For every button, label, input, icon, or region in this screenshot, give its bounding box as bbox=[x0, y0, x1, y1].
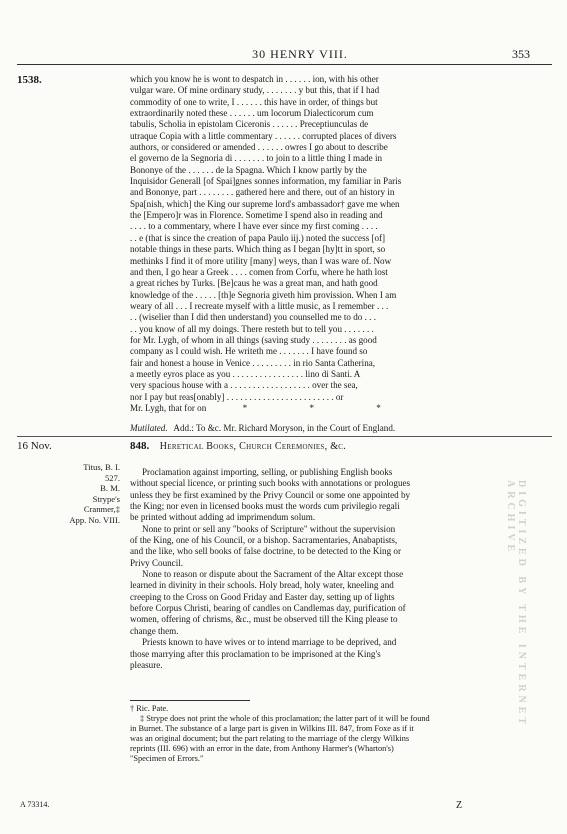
letter-line: the [Empero]r was in Florence. Sometime I spend also in reading and bbox=[130, 210, 383, 221]
paragraph-line: those marrying after this proclamation to be imprisoned at the King's bbox=[130, 648, 381, 659]
letter-line: el governo de la Segnoria di . . . . . . . to join to a little thing I made in bbox=[130, 153, 383, 164]
footnotes bbox=[130, 704, 552, 765]
letter-line: a great riches by Turks. [Be]caus he was a great man, and hath good bbox=[130, 278, 378, 289]
letter-line: Mr. Lygh, that for on bbox=[130, 402, 207, 413]
paragraph-line: None to print or sell any "books of Scripture" without the supervision bbox=[142, 523, 396, 534]
address-line: Add.: To &c. Mr. Richard Moryson, in the Court of England. bbox=[173, 423, 396, 433]
letter-line: . . . . to a commentary, where I have ever since my first coming . . . . bbox=[130, 221, 378, 232]
letter-line: nor I pay but reas[onably] . . . . . . . . . . . . . . . . . . . . . . . . or bbox=[130, 391, 344, 402]
letter-line: Bononye of the . . . . . . de la Spagna. Which I know partly by the bbox=[130, 164, 367, 175]
letter-line: . . (wiselier than I did then understand) you counselled me to do . . . bbox=[130, 312, 376, 323]
paragraph-line: without special licence, or printing such books with annotations or prologues bbox=[130, 478, 411, 489]
letter-line: a meetly eyros place as you . . . . . . . . . . . . . . . . lino di Santi. A bbox=[130, 368, 361, 379]
source-ref-line: 527. bbox=[104, 472, 120, 483]
letter-line: notable things in these parts. Which thing as I began [hy]tt in sport, so bbox=[130, 244, 386, 255]
paragraph-line: before Corpus Christi, bearing of candles on Candlemas day, purification of bbox=[130, 603, 406, 614]
footnote-line: ‡ Strype does not print the whole of this proclamation; the latter part of it will be found bbox=[140, 714, 430, 724]
letter-line: extraordinarily noted these . . . . . . um locorum Dialecticorum cum bbox=[130, 108, 374, 119]
letter-line: and Bononye, part . . . . . . . . gathered here and there, out of an history in bbox=[130, 187, 395, 198]
letter-line: knowledge of the . . . . . [th]e Segnoria giveth him provission. When I am bbox=[130, 289, 397, 300]
source-ref-line: Strype's bbox=[92, 493, 120, 504]
source-ref-line: App. No. VIII. bbox=[69, 514, 120, 525]
letter-line: Spa[nish, which] the King our supreme lord's ambassador† gave me when bbox=[130, 198, 400, 209]
entry-date: 16 Nov. bbox=[17, 440, 52, 452]
omission-asterisks: * * * bbox=[242, 402, 411, 413]
paragraph-line: be printed without adding ad imprimendum solum. bbox=[130, 512, 316, 523]
letter-line: and then, I go hear a Greek . . . . comen from Corfu, where he hath lost bbox=[130, 266, 388, 277]
letter-line: very spacious house with a . . . . . . . . . . . . . . . . . . over the sea, bbox=[130, 380, 358, 391]
letter-line: weary of all . . . I recreate myself with a little music, as I remember . . . bbox=[130, 300, 389, 311]
paragraph-line: the King; nor even in licensed books must the words cum privilegio regali bbox=[130, 501, 400, 512]
header-rule bbox=[17, 64, 552, 65]
paragraph-line: change them. bbox=[130, 625, 179, 636]
paragraph-line: creeping to the Cross on Good Friday and Easter day, setting up of lights bbox=[130, 591, 395, 602]
paragraph-line: None to reason or dispute about the Sacrament of the Altar except those bbox=[142, 569, 404, 580]
paragraph-line: Priests known to have wives or to intend marriage to be deprived, and bbox=[142, 637, 397, 648]
proclamation-text bbox=[130, 467, 552, 671]
running-title: 30 HENRY VIII. bbox=[252, 47, 348, 61]
mutilated-note bbox=[130, 423, 552, 433]
letter-line: . . you know of all my doings. There resteth but to tell you . . . . . . . bbox=[130, 323, 374, 334]
letter-line: authors, or considered or amended . . . . . . owres I go about to describe bbox=[130, 142, 388, 153]
letter-line: methinks I find it of more utility [many] weys, than I was ware of. Now bbox=[130, 255, 392, 266]
paragraph-line: pleasure. bbox=[130, 659, 163, 670]
footnote-rule bbox=[130, 700, 250, 701]
letter-line: . . e (that is since the creation of papa Paulo iij.) noted the success [of] bbox=[130, 232, 386, 243]
letter-text bbox=[130, 74, 552, 414]
year-marker: 1538. bbox=[17, 74, 42, 86]
source-reference bbox=[14, 462, 120, 525]
source-ref-line: Titus, B. I. bbox=[83, 462, 120, 472]
letter-line: tabulis, Scholia in epistolam Ciceronis . . . . . . Preceptiunculas de bbox=[130, 119, 369, 130]
mutilated-label: Mutilated. bbox=[130, 423, 168, 433]
paragraph-line: women, offering of chrisms, &c., must be observed till the King please to bbox=[130, 614, 398, 625]
entry-separator bbox=[17, 436, 552, 437]
paragraph-line: learned in divinity in their schools. Holy bread, holy water, kneeling and bbox=[130, 580, 394, 591]
footnote-line: was an original document; but the part relating to the marriage of the clergy Wilkins bbox=[130, 734, 410, 744]
paragraph-line: and the like, who sell books of false doctrine, to be detected to the King or bbox=[130, 546, 401, 557]
source-ref-line: B. M. bbox=[100, 483, 120, 493]
letter-line: fair and honest a house in Venice . . . . . . . . . in rio Santa Catherina, bbox=[130, 357, 376, 368]
paragraph-line: unless they be first examined by the Privy Council or some one appointed by bbox=[130, 489, 411, 500]
paragraph-line: Privy Council. bbox=[130, 557, 184, 568]
entry-heading bbox=[130, 440, 346, 452]
entry-title: Heretical Books, Church Ceremonies, &c. bbox=[159, 441, 347, 452]
letter-line: Inquisidor Generall [of Spai]gnes sonnes information, my familiar in Paris bbox=[130, 176, 402, 187]
footnote-line: reprints (III. 696) with an error in the date, from Anthony Harmer's (Wharton's) bbox=[130, 744, 394, 754]
paragraph-line: of the King, one of his Council, or a bishop. Sacramentaries, Anabaptists, bbox=[130, 535, 398, 546]
footnote-line: in Burnet. The substance of a large part is given in Wilkins III. 847, from Foxe as if it bbox=[130, 724, 414, 734]
stamp-text: DIGITIZED BY THE INTERNET ARCHIVE bbox=[505, 480, 527, 728]
gathering-signature: Z bbox=[456, 800, 463, 811]
printer-signature: A 73314. bbox=[20, 800, 50, 809]
letter-line: which you know he is wont to despatch in . . . . . . ion, with his other bbox=[130, 74, 379, 84]
footnote-line: † Ric. Pate. bbox=[130, 704, 169, 713]
letter-line: commodity of one to write, I . . . . . . this have in order, of things but bbox=[130, 96, 378, 107]
letter-line: for Mr. Lygh, of whom in all things (saving study . . . . . . . . as good bbox=[130, 334, 377, 345]
paragraph-line: Proclamation against importing, selling, or publishing English books bbox=[142, 467, 393, 477]
letter-last-line bbox=[130, 403, 552, 414]
footnote-line: "Specimen of Errors." bbox=[130, 754, 204, 764]
letter-line: utraque Copia with a little commentary . . . . . . corrupted places of divers bbox=[130, 130, 397, 141]
page-number: 353 bbox=[512, 47, 530, 61]
letter-line: vulgar ware. Of mine ordinary study, . . . . . . . y but this, that if I had bbox=[130, 85, 380, 96]
source-ref-line: Cranmer,‡ bbox=[83, 504, 120, 514]
letter-line: company as I could wish. He writeth me . . . . . . . I have found so bbox=[130, 346, 368, 357]
entry-number: 848. bbox=[130, 440, 150, 452]
